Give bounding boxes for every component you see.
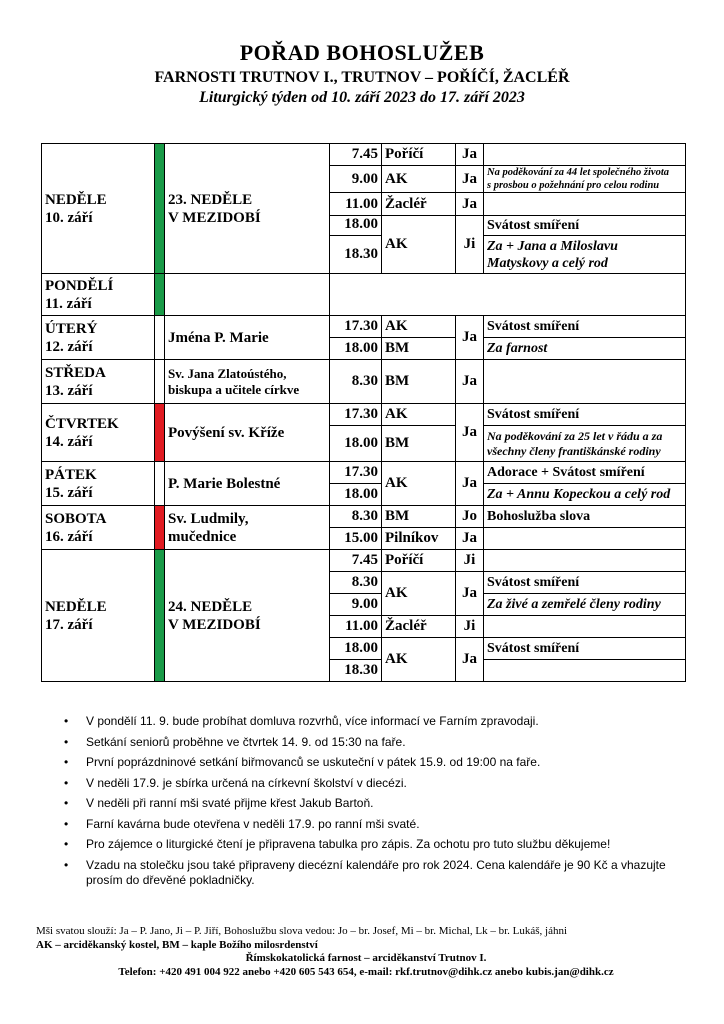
priest-cell: Ji — [456, 216, 484, 274]
page-footer — [36, 925, 696, 979]
table-row — [42, 404, 686, 426]
time-cell: 18.00 — [330, 216, 382, 236]
note-cell — [484, 660, 686, 682]
table-row — [42, 316, 686, 338]
priest-cell: Ja — [456, 528, 484, 550]
priest-cell: Ji — [456, 616, 484, 638]
table-row — [42, 462, 686, 484]
page-title: POŘAD BOHOSLUŽEB — [239, 40, 485, 65]
parish-subtitle: FARNOSTI TRUTNOV I., TRUTNOV – POŘÍČÍ, ŽACLÉŘ — [154, 69, 570, 86]
place-cell: AK — [382, 316, 456, 338]
schedule-table — [41, 143, 686, 682]
sacrament-note: Svátost smíření — [484, 216, 686, 236]
feast-cell: 24. NEDĚLE V MEZIDOBÍ — [165, 550, 330, 682]
liturgical-week: Liturgický týden od 10. září 2023 do 17. září 2023 — [199, 89, 525, 106]
time-cell: 8.30 — [330, 506, 382, 528]
note-cell: Bohoslužba slova — [484, 506, 686, 528]
note-cell — [484, 360, 686, 404]
feast-cell: Sv. Jana Zlatoústého, biskupa a učitele církve — [165, 360, 330, 404]
priest-cell: Ja — [456, 572, 484, 616]
page-header — [0, 40, 724, 107]
list-item: • Pro zájemce o liturgické čtení je připravena tabulka pro zápis. Za ochotu pro tuto službu děkujeme! — [58, 837, 698, 852]
time-cell: 17.30 — [330, 462, 382, 484]
table-row — [42, 274, 686, 316]
place-cell: Poříčí — [382, 550, 456, 572]
table-row — [42, 144, 686, 166]
priest-legend: Mši svatou slouží: Ja – P. Jano, Ji – P. Jiří, Bohoslužbu slova vedou: Jo – br. Josef, Mi – br. Michal, Lk – br. Lukáš, jáhni — [36, 925, 568, 937]
sacrament-note: Svátost smíření — [484, 404, 686, 426]
place-cell: AK — [382, 216, 456, 274]
note-cell — [484, 528, 686, 550]
time-cell: 18.00 — [330, 638, 382, 660]
day-cell: PONDĚLÍ 11. září — [42, 274, 155, 316]
list-item: • Setkání seniorů proběhne ve čtvrtek 14. 9. od 15:30 na faře. — [58, 735, 698, 750]
day-cell: ÚTERÝ 12. září — [42, 316, 155, 360]
empty-cell — [330, 274, 686, 316]
list-item: • V neděli 17.9. je sbírka určená na církevní školství v diecézi. — [58, 776, 698, 791]
liturgical-color-green — [155, 550, 165, 682]
liturgical-color-white — [155, 462, 165, 506]
time-cell: 9.00 — [330, 594, 382, 616]
parish-name: Římskokatolická farnost – arciděkanství Trutnov I. — [245, 952, 487, 964]
priest-cell: Ja — [456, 144, 484, 166]
time-cell: 18.00 — [330, 484, 382, 506]
liturgical-color-red — [155, 404, 165, 462]
priest-cell: Ja — [456, 638, 484, 682]
contact-line: Telefon: +420 491 004 922 anebo +420 605 543 654, e-mail: rkf.trutnov@dihk.cz anebo kubis.jan@dihk.cz — [118, 965, 614, 978]
place-legend: AK – arciděkanský kostel, BM – kaple Božího milosrdenství — [36, 938, 318, 951]
time-cell: 18.30 — [330, 236, 382, 274]
place-cell: AK — [382, 572, 456, 616]
place-cell: Žacléř — [382, 616, 456, 638]
intention-cell: Za živé a zemřelé členy rodiny — [484, 594, 686, 616]
priest-cell: Jo — [456, 506, 484, 528]
feast-cell: 23. NEDĚLE V MEZIDOBÍ — [165, 144, 330, 274]
time-cell: 17.30 — [330, 316, 382, 338]
time-cell: 7.45 — [330, 144, 382, 166]
day-cell: ČTVRTEK 14. září — [42, 404, 155, 462]
feast-cell — [165, 274, 330, 316]
table-row — [42, 506, 686, 528]
time-cell: 17.30 — [330, 404, 382, 426]
sacrament-note: Adorace + Svátost smíření — [484, 462, 686, 484]
place-cell: Poříčí — [382, 144, 456, 166]
time-cell: 18.00 — [330, 426, 382, 462]
intention-cell: Na poděkování za 44 let společného života s prosbou o požehnání pro celou rodinu — [484, 166, 686, 193]
place-cell: Pilníkov — [382, 528, 456, 550]
list-item: • V neděli při ranní mši svaté přijme křest Jakub Bartoň. — [58, 796, 698, 811]
announcements-list — [58, 714, 698, 893]
place-cell: AK — [382, 166, 456, 193]
priest-cell: Ji — [456, 550, 484, 572]
sacrament-note: Svátost smíření — [484, 572, 686, 594]
feast-cell: Jména P. Marie — [165, 316, 330, 360]
intention-cell: Za + Annu Kopeckou a celý rod — [484, 484, 686, 506]
time-cell: 11.00 — [330, 193, 382, 216]
note-cell — [484, 616, 686, 638]
place-cell: BM — [382, 360, 456, 404]
priest-cell: Ja — [456, 404, 484, 462]
time-cell: 8.30 — [330, 360, 382, 404]
place-cell: BM — [382, 506, 456, 528]
intention-cell: Za + Jana a Miloslavu Matyskovy a celý rod — [484, 236, 686, 274]
priest-cell: Ja — [456, 316, 484, 360]
sacrament-note: Svátost smíření — [484, 316, 686, 338]
place-cell: BM — [382, 338, 456, 360]
intention-cell: Za farnost — [484, 338, 686, 360]
priest-cell: Ja — [456, 360, 484, 404]
liturgical-color-white — [155, 360, 165, 404]
table-row — [42, 550, 686, 572]
place-cell: AK — [382, 404, 456, 426]
day-cell: NEDĚLE 10. září — [42, 144, 155, 274]
time-cell: 18.00 — [330, 338, 382, 360]
place-cell: AK — [382, 462, 456, 506]
list-item: • Farní kavárna bude otevřena v neděli 17.9. po ranní mši svaté. — [58, 817, 698, 832]
priest-cell: Ja — [456, 462, 484, 506]
sacrament-note: Svátost smíření — [484, 638, 686, 660]
list-item: • V pondělí 11. 9. bude probíhat domluva rozvrhů, více informací ve Farním zpravodaji. — [58, 714, 698, 729]
time-cell: 15.00 — [330, 528, 382, 550]
day-cell: NEDĚLE 17. září — [42, 550, 155, 682]
feast-cell: Povýšení sv. Kříže — [165, 404, 330, 462]
list-item: • První poprázdninové setkání biřmovanců se uskuteční v pátek 15.9. od 19:00 na faře. — [58, 755, 698, 770]
priest-cell: Ja — [456, 166, 484, 193]
place-cell: Žacléř — [382, 193, 456, 216]
feast-cell: Sv. Ludmily, mučednice — [165, 506, 330, 550]
intention-cell: Na poděkování za 25 let v řádu a za všechny členy františkánské rodiny — [484, 426, 686, 462]
feast-cell: P. Marie Bolestné — [165, 462, 330, 506]
list-item: • Vzadu na stolečku jsou také připraveny diecézní kalendáře pro rok 2024. Cena kalendáře je 90 Kč a vhazujte prosím do dřevěné pokladničky. — [58, 858, 698, 888]
time-cell: 8.30 — [330, 572, 382, 594]
time-cell: 18.30 — [330, 660, 382, 682]
note-cell — [484, 550, 686, 572]
time-cell: 11.00 — [330, 616, 382, 638]
time-cell: 7.45 — [330, 550, 382, 572]
place-cell: AK — [382, 638, 456, 682]
note-cell — [484, 144, 686, 166]
note-cell — [484, 193, 686, 216]
day-cell: PÁTEK 15. září — [42, 462, 155, 506]
time-cell: 9.00 — [330, 166, 382, 193]
liturgical-color-green — [155, 274, 165, 316]
liturgical-color-green — [155, 144, 165, 274]
day-cell: SOBOTA 16. září — [42, 506, 155, 550]
day-cell: STŘEDA 13. září — [42, 360, 155, 404]
priest-cell: Ja — [456, 193, 484, 216]
liturgical-color-white — [155, 316, 165, 360]
table-row — [42, 360, 686, 404]
place-cell: BM — [382, 426, 456, 462]
liturgical-color-red — [155, 506, 165, 550]
